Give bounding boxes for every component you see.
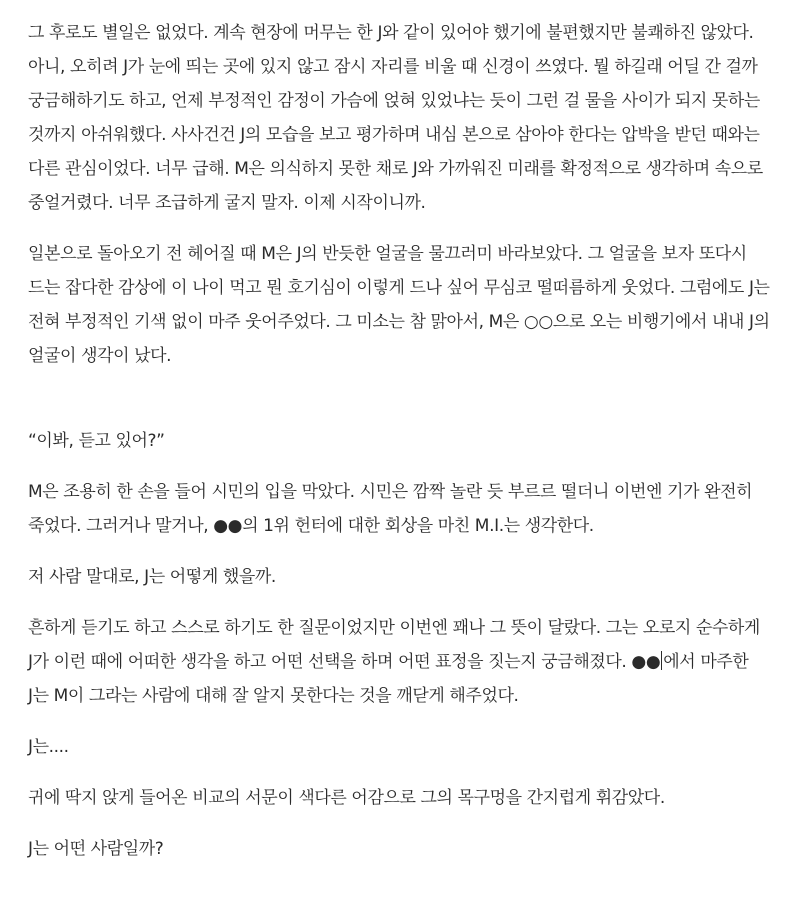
- paragraph-1: 그 후로도 별일은 없었다. 계속 현장에 머무는 한 J와 같이 있어야 했기에 불편했지만 불쾌하진 않았다. 아니, 오히려 J가 눈에 띄는 곳에 있지 않고 잠시 자리를 비울 때 신경이 쓰였다. 뭘 하길래 어딜 간 걸까 궁금해하기도 하고, 언제 부정적인 감정이 가슴에 얹혀 있었냐는 듯이 그런 걸 물을 사이가 되지 못하는 것까지 아쉬워했다. 사사건건 J의 모습을 보고 평가하며 내심 본으로 삼아야 한다는 압박을 받던 때와는 다른 관심이었다. 너무 급해. M은 의식하지 못한 채로 J와 가까워진 미래를 확정적으로 생각하며 속으로 중얼거렸다. 너무 조급하게 굴지 말자. 이제 시작이니까.: [28, 23, 763, 213]
- paragraph-8: 귀에 딱지 앉게 들어온 비교의 서문이 색다른 어감으로 그의 목구멍을 간지럽게 휘감았다.: [28, 788, 665, 808]
- paragraph-7: J는....: [28, 737, 69, 757]
- paragraph-6[interactable]: [28, 611, 772, 713]
- paragraph-6-after-caret: 에서 마주한 J는 M이 그라는 사람에 대해 잘 알지 못한다는 것을 깨닫게 해주었다.: [28, 652, 749, 706]
- paragraph-4: M은 조용히 한 손을 들어 시민의 입을 막았다. 시민은 깜짝 놀란 듯 부르르 떨더니 이번엔 기가 완전히 죽었다. 그러거나 말거나, ●●의 1위 헌터에 대한 회상을 마친 M.I.는 생각한다.: [28, 482, 753, 536]
- paragraph-6-before-caret: 흔하게 듣기도 하고 스스로 하기도 한 질문이었지만 이번엔 꽤나 그 뜻이 달랐다. 그는 오로지 순수하게 J가 이런 때에 어떠한 생각을 하고 어떤 선택을 하며 어떤 표정을 짓는지 궁금해졌다. ●●: [28, 618, 760, 672]
- paragraph-9: J는 어떤 사람일까?: [28, 839, 164, 859]
- paragraph-dialogue: “이봐, 듣고 있어?”: [28, 431, 165, 451]
- paragraph-5: 저 사람 말대로, J는 어떻게 했을까.: [28, 567, 276, 587]
- paragraph-2: 일본으로 돌아오기 전 헤어질 때 M은 J의 반듯한 얼굴을 물끄러미 바라보았다. 그 얼굴을 보자 또다시 드는 잡다한 감상에 이 나이 먹고 뭔 호기심이 이렇게 드나 싶어 무심코 떨떠름하게 웃었다. 그럼에도 J는 전혀 부정적인 기색 없이 마주 웃어주었다. 그 미소는 참 맑아서, M은 ○○으로 오는 비행기에서 내내 J의 얼굴이 생각이 났다.: [28, 244, 770, 366]
